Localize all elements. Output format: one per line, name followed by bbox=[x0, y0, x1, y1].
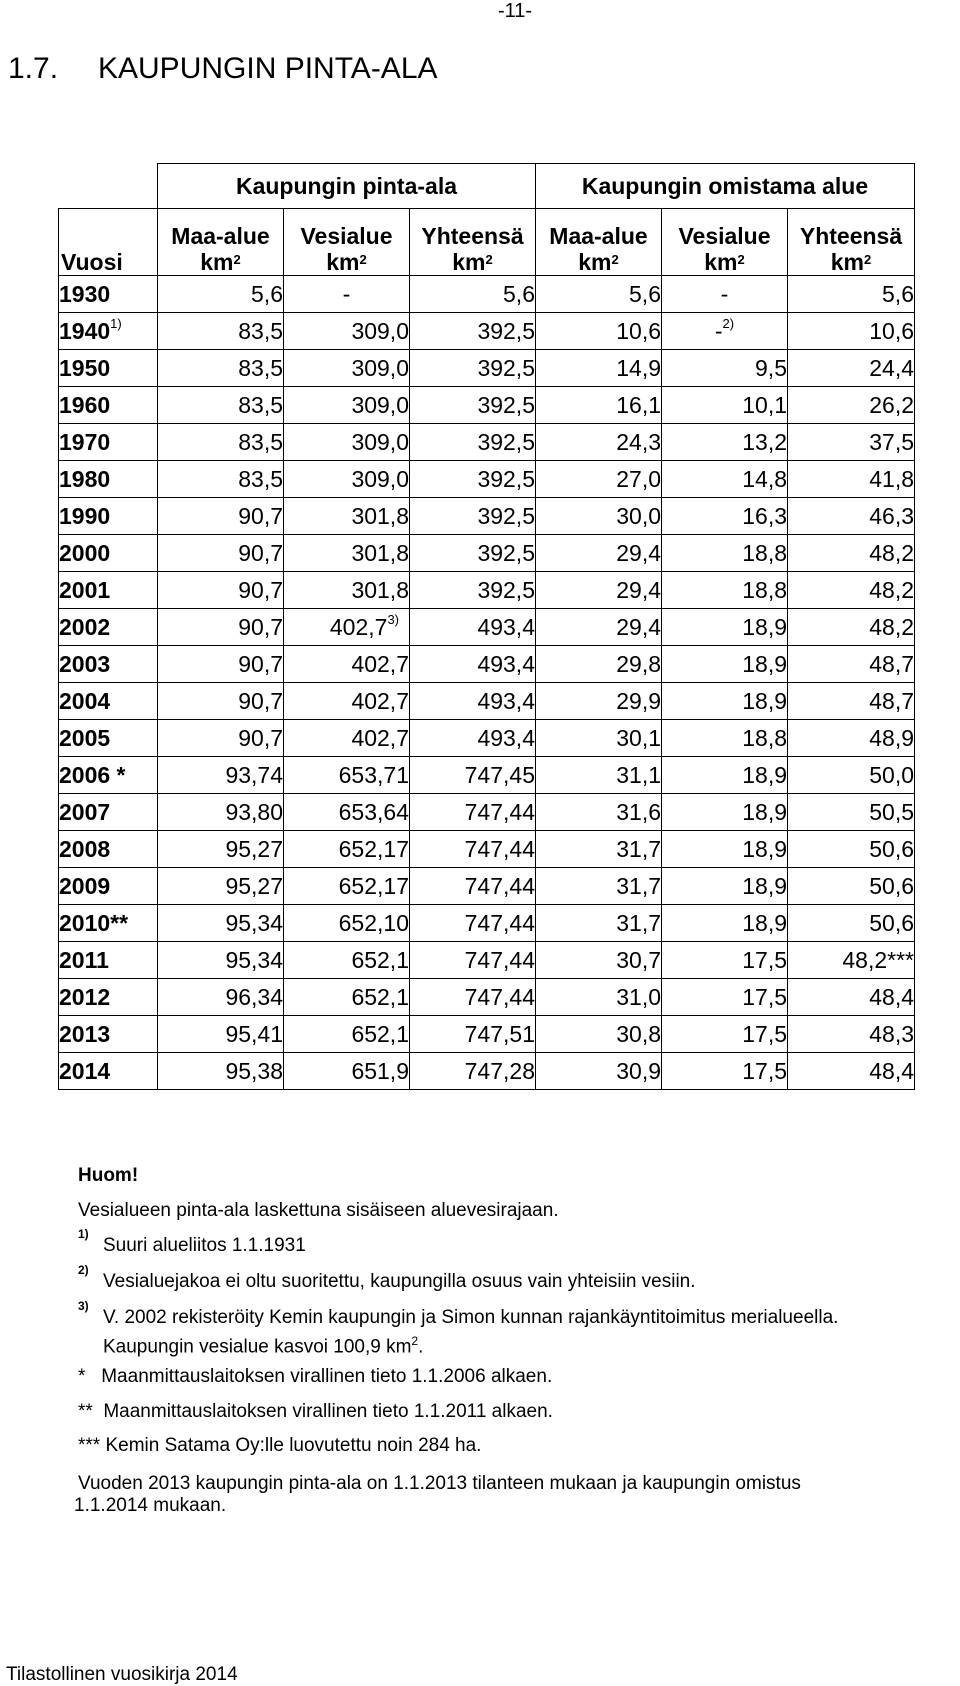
value-cell: 30,9 bbox=[536, 1053, 662, 1090]
table-row bbox=[59, 498, 915, 535]
value-cell: 83,5 bbox=[158, 424, 284, 461]
year-cell: 2006 * bbox=[59, 757, 158, 794]
value-cell: 50,6 bbox=[788, 868, 915, 905]
value-cell: 17,5 bbox=[662, 979, 788, 1016]
section-number: 1.7. bbox=[8, 52, 59, 85]
value-cell: 90,7 bbox=[158, 609, 284, 646]
year-cell: 1940$^{1)}$ bbox=[59, 313, 158, 350]
fn3-text-line1: V. 2002 rekisteröity Kemin kaupungin ja Simon kunnan rajankäyntitoimitus merialueella. bbox=[103, 1307, 839, 1328]
closing-line1: Vuoden 2013 kaupungin pinta-ala on 1.1.2013 tilanteen mukaan ja kaupungin omistus bbox=[78, 1473, 801, 1494]
footnote-star2: ** Maanmittauslaitoksen virallinen tieto 1.1.2011 alkaen. bbox=[78, 1401, 553, 1422]
value-cell: 5,6 bbox=[410, 276, 536, 313]
value-cell: 309,0 bbox=[284, 424, 410, 461]
value-cell: -$^{2)}$ bbox=[662, 313, 788, 350]
value-cell: 16,3 bbox=[662, 498, 788, 535]
value-cell: 24,4 bbox=[788, 350, 915, 387]
value-cell: 95,27 bbox=[158, 831, 284, 868]
table-row bbox=[59, 868, 915, 905]
year-cell: 1930 bbox=[59, 276, 158, 313]
value-cell: 747,51 bbox=[410, 1016, 536, 1053]
value-cell: 14,9 bbox=[536, 350, 662, 387]
value-cell: 17,5 bbox=[662, 942, 788, 979]
value-cell: 5,6 bbox=[158, 276, 284, 313]
value-cell: 48,3 bbox=[788, 1016, 915, 1053]
value-cell: 48,4 bbox=[788, 979, 915, 1016]
blank-corner bbox=[59, 164, 158, 209]
value-cell: 50,6 bbox=[788, 831, 915, 868]
table-row bbox=[59, 1053, 915, 1090]
table-row bbox=[59, 646, 915, 683]
table-row bbox=[59, 572, 915, 609]
table-row bbox=[59, 535, 915, 572]
value-cell: 402,7 bbox=[284, 720, 410, 757]
year-cell: 1950 bbox=[59, 350, 158, 387]
year-cell: 2007 bbox=[59, 794, 158, 831]
value-cell: 747,44 bbox=[410, 942, 536, 979]
value-cell: 652,1 bbox=[284, 942, 410, 979]
fn1-mark: 1) bbox=[78, 1227, 89, 1241]
value-cell: 653,71 bbox=[284, 757, 410, 794]
value-cell: 95,41 bbox=[158, 1016, 284, 1053]
value-cell: 30,1 bbox=[536, 720, 662, 757]
value-cell: 9,5 bbox=[662, 350, 788, 387]
value-cell: 37,5 bbox=[788, 424, 915, 461]
value-cell: 652,17 bbox=[284, 868, 410, 905]
value-cell: 392,5 bbox=[410, 498, 536, 535]
value-cell: 24,3 bbox=[536, 424, 662, 461]
value-cell: 301,8 bbox=[284, 535, 410, 572]
year-cell: 2009 bbox=[59, 868, 158, 905]
value-cell: 48,7 bbox=[788, 683, 915, 720]
table-row bbox=[59, 424, 915, 461]
fn1-text: Suuri alueliitos 1.1.1931 bbox=[103, 1235, 306, 1256]
value-cell: - bbox=[662, 276, 788, 313]
value-cell: 10,1 bbox=[662, 387, 788, 424]
value-cell: 747,44 bbox=[410, 794, 536, 831]
value-cell: 17,5 bbox=[662, 1053, 788, 1090]
table-row bbox=[59, 1016, 915, 1053]
value-cell: 96,34 bbox=[158, 979, 284, 1016]
table-row bbox=[59, 979, 915, 1016]
value-cell: 18,9 bbox=[662, 683, 788, 720]
value-cell: 747,44 bbox=[410, 831, 536, 868]
year-cell: 1970 bbox=[59, 424, 158, 461]
table-row bbox=[59, 757, 915, 794]
value-cell: 392,5 bbox=[410, 313, 536, 350]
table-row bbox=[59, 794, 915, 831]
footnote-star1: * Maanmittauslaitoksen virallinen tieto 1.1.2006 alkaen. bbox=[78, 1366, 553, 1387]
value-cell: 5,6 bbox=[536, 276, 662, 313]
value-cell: 48,2*** bbox=[788, 942, 915, 979]
value-cell: 90,7 bbox=[158, 535, 284, 572]
section-heading: KAUPUNGIN PINTA-ALA bbox=[98, 52, 438, 85]
value-cell: 747,44 bbox=[410, 979, 536, 1016]
value-cell: 18,8 bbox=[662, 572, 788, 609]
year-cell: 2002 bbox=[59, 609, 158, 646]
value-cell: - bbox=[284, 276, 410, 313]
value-cell: 392,5 bbox=[410, 387, 536, 424]
value-cell: 30,0 bbox=[536, 498, 662, 535]
value-cell: 83,5 bbox=[158, 461, 284, 498]
value-cell: 653,64 bbox=[284, 794, 410, 831]
fn3-mark: 3) bbox=[78, 1299, 89, 1313]
year-cell: 2013 bbox=[59, 1016, 158, 1053]
table-row bbox=[59, 313, 915, 350]
value-cell: 29,4 bbox=[536, 609, 662, 646]
value-cell: 18,9 bbox=[662, 831, 788, 868]
value-cell: 83,5 bbox=[158, 387, 284, 424]
value-cell: 392,5 bbox=[410, 350, 536, 387]
table-row bbox=[59, 276, 915, 313]
value-cell: 14,8 bbox=[662, 461, 788, 498]
value-cell: 18,9 bbox=[662, 757, 788, 794]
column-header: Maa-alue $km^2$ bbox=[536, 209, 662, 276]
fn3-text-line2: Kaupungin vesialue kasvoi 100,9 $km^2$. bbox=[103, 1334, 424, 1358]
value-cell: 402,7$^{3)}$ bbox=[284, 609, 410, 646]
value-cell: 392,5 bbox=[410, 535, 536, 572]
value-cell: 90,7 bbox=[158, 498, 284, 535]
value-cell: 309,0 bbox=[284, 387, 410, 424]
notes-intro: Vesialueen pinta-ala laskettuna sisäiseen aluevesirajaan. bbox=[78, 1200, 559, 1221]
year-cell: 1960 bbox=[59, 387, 158, 424]
value-cell: 493,4 bbox=[410, 646, 536, 683]
year-cell: 2004 bbox=[59, 683, 158, 720]
year-cell: 2001 bbox=[59, 572, 158, 609]
value-cell: 95,34 bbox=[158, 942, 284, 979]
value-cell: 31,7 bbox=[536, 831, 662, 868]
year-cell: 2014 bbox=[59, 1053, 158, 1090]
value-cell: 10,6 bbox=[536, 313, 662, 350]
closing-line2: 1.1.2014 mukaan. bbox=[74, 1495, 227, 1516]
page-number: -11- bbox=[498, 0, 533, 22]
value-cell: 30,8 bbox=[536, 1016, 662, 1053]
value-cell: 309,0 bbox=[284, 461, 410, 498]
value-cell: 652,1 bbox=[284, 979, 410, 1016]
column-header: Yhteensä $km^2$ bbox=[410, 209, 536, 276]
value-cell: 493,4 bbox=[410, 683, 536, 720]
year-cell: 2000 bbox=[59, 535, 158, 572]
value-cell: 493,4 bbox=[410, 720, 536, 757]
table-row bbox=[59, 942, 915, 979]
table-row bbox=[59, 720, 915, 757]
value-cell: 90,7 bbox=[158, 720, 284, 757]
value-cell: 48,2 bbox=[788, 572, 915, 609]
table-row bbox=[59, 683, 915, 720]
year-cell: 2008 bbox=[59, 831, 158, 868]
year-cell: 2012 bbox=[59, 979, 158, 1016]
year-cell: 2010** bbox=[59, 905, 158, 942]
value-cell: 652,10 bbox=[284, 905, 410, 942]
value-cell: 18,8 bbox=[662, 720, 788, 757]
column-header: Vesialue $km^2$ bbox=[284, 209, 410, 276]
value-cell: 50,0 bbox=[788, 757, 915, 794]
value-cell: 31,6 bbox=[536, 794, 662, 831]
year-cell: 1990 bbox=[59, 498, 158, 535]
value-cell: 48,9 bbox=[788, 720, 915, 757]
value-cell: 83,5 bbox=[158, 350, 284, 387]
value-cell: 31,0 bbox=[536, 979, 662, 1016]
value-cell: 27,0 bbox=[536, 461, 662, 498]
value-cell: 17,5 bbox=[662, 1016, 788, 1053]
value-cell: 41,8 bbox=[788, 461, 915, 498]
value-cell: 402,7 bbox=[284, 683, 410, 720]
value-cell: 48,4 bbox=[788, 1053, 915, 1090]
value-cell: 50,6 bbox=[788, 905, 915, 942]
value-cell: 747,28 bbox=[410, 1053, 536, 1090]
value-cell: 301,8 bbox=[284, 572, 410, 609]
value-cell: 46,3 bbox=[788, 498, 915, 535]
value-cell: 90,7 bbox=[158, 646, 284, 683]
table-body bbox=[59, 276, 915, 1090]
value-cell: 31,7 bbox=[536, 905, 662, 942]
year-cell: 2003 bbox=[59, 646, 158, 683]
year-cell: 2005 bbox=[59, 720, 158, 757]
value-cell: 18,9 bbox=[662, 794, 788, 831]
table-row bbox=[59, 905, 915, 942]
value-cell: 48,2 bbox=[788, 535, 915, 572]
table-row bbox=[59, 387, 915, 424]
value-cell: 26,2 bbox=[788, 387, 915, 424]
value-cell: 48,7 bbox=[788, 646, 915, 683]
value-cell: 29,4 bbox=[536, 572, 662, 609]
value-cell: 5,6 bbox=[788, 276, 915, 313]
fn2-text: Vesialuejakoa ei oltu suoritettu, kaupungilla osuus vain yhteisiin vesiin. bbox=[103, 1271, 696, 1292]
year-cell: 2011 bbox=[59, 942, 158, 979]
notes-heading: Huom! bbox=[78, 1165, 139, 1186]
column-header: Yhteensä $km^2$ bbox=[788, 209, 915, 276]
value-cell: 18,9 bbox=[662, 646, 788, 683]
value-cell: 652,1 bbox=[284, 1016, 410, 1053]
value-cell: 392,5 bbox=[410, 424, 536, 461]
value-cell: 95,34 bbox=[158, 905, 284, 942]
footnote-star3: *** Kemin Satama Oy:lle luovutettu noin 284 ha. bbox=[78, 1435, 482, 1456]
value-cell: 747,44 bbox=[410, 868, 536, 905]
value-cell: 16,1 bbox=[536, 387, 662, 424]
value-cell: 30,7 bbox=[536, 942, 662, 979]
value-cell: 747,45 bbox=[410, 757, 536, 794]
fn2-mark: 2) bbox=[78, 1263, 89, 1277]
value-cell: 29,4 bbox=[536, 535, 662, 572]
year-header: Vuosi bbox=[59, 209, 158, 276]
value-cell: 651,9 bbox=[284, 1053, 410, 1090]
group-header-owned-area: Kaupungin omistama alue bbox=[536, 164, 915, 209]
value-cell: 18,8 bbox=[662, 535, 788, 572]
value-cell: 31,1 bbox=[536, 757, 662, 794]
value-cell: 18,9 bbox=[662, 609, 788, 646]
value-cell: 392,5 bbox=[410, 572, 536, 609]
column-header: Vesialue $km^2$ bbox=[662, 209, 788, 276]
value-cell: 90,7 bbox=[158, 572, 284, 609]
value-cell: 95,38 bbox=[158, 1053, 284, 1090]
table-row bbox=[59, 831, 915, 868]
value-cell: 95,27 bbox=[158, 868, 284, 905]
value-cell: 10,6 bbox=[788, 313, 915, 350]
value-cell: 18,9 bbox=[662, 868, 788, 905]
value-cell: 48,2 bbox=[788, 609, 915, 646]
column-header-row bbox=[59, 209, 915, 276]
value-cell: 29,8 bbox=[536, 646, 662, 683]
value-cell: 83,5 bbox=[158, 313, 284, 350]
value-cell: 301,8 bbox=[284, 498, 410, 535]
value-cell: 402,7 bbox=[284, 646, 410, 683]
table-row bbox=[59, 609, 915, 646]
table-row bbox=[59, 350, 915, 387]
value-cell: 31,7 bbox=[536, 868, 662, 905]
value-cell: 50,5 bbox=[788, 794, 915, 831]
value-cell: 93,80 bbox=[158, 794, 284, 831]
footer: Tilastollinen vuosikirja 2014 bbox=[6, 1664, 238, 1685]
value-cell: 493,4 bbox=[410, 609, 536, 646]
area-table bbox=[58, 163, 915, 1090]
column-header: Maa-alue $km^2$ bbox=[158, 209, 284, 276]
year-cell: 1980 bbox=[59, 461, 158, 498]
group-header-row bbox=[59, 164, 915, 209]
value-cell: 13,2 bbox=[662, 424, 788, 461]
group-header-city-area: Kaupungin pinta-ala bbox=[158, 164, 536, 209]
value-cell: 392,5 bbox=[410, 461, 536, 498]
section-title bbox=[8, 52, 438, 86]
value-cell: 29,9 bbox=[536, 683, 662, 720]
value-cell: 309,0 bbox=[284, 313, 410, 350]
value-cell: 90,7 bbox=[158, 683, 284, 720]
value-cell: 18,9 bbox=[662, 905, 788, 942]
value-cell: 93,74 bbox=[158, 757, 284, 794]
table-row bbox=[59, 461, 915, 498]
value-cell: 652,17 bbox=[284, 831, 410, 868]
value-cell: 309,0 bbox=[284, 350, 410, 387]
value-cell: 747,44 bbox=[410, 905, 536, 942]
